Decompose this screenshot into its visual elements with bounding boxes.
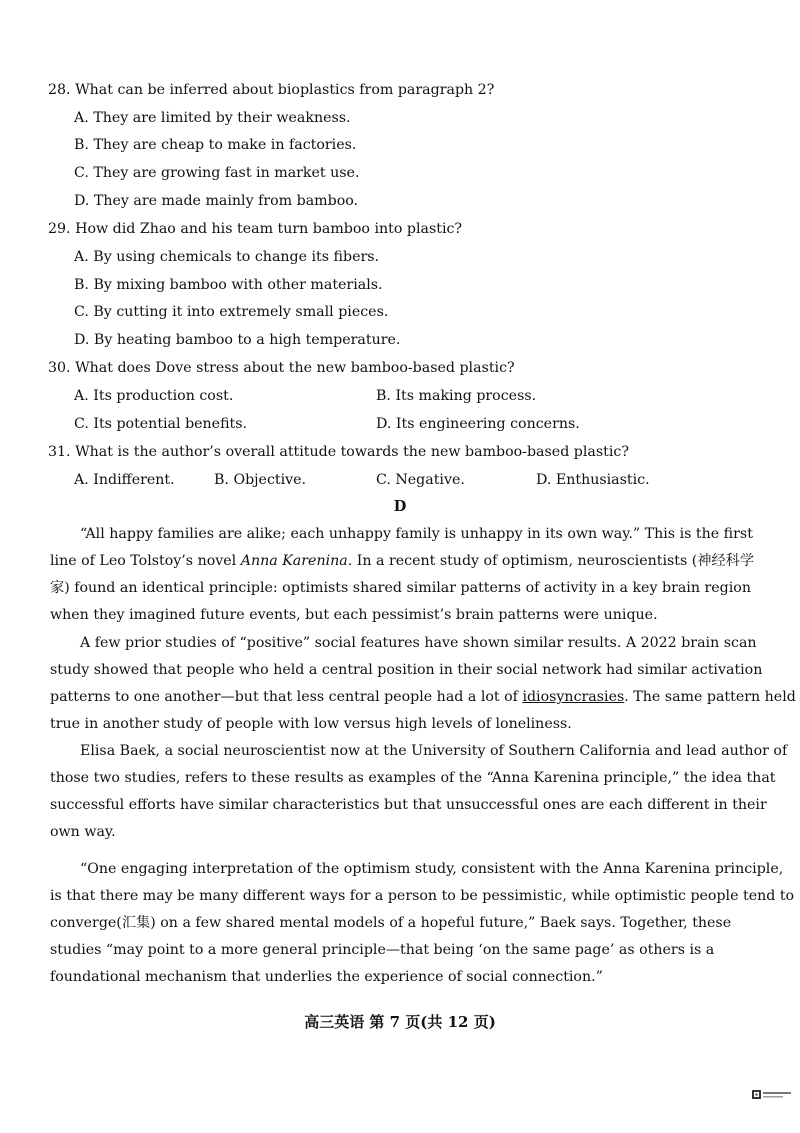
passage-line: A few prior studies of “positive” social features have shown similar results. A 2022 brain scan — [80, 635, 757, 651]
passage-line: study showed that people who held a central position in their social network had similar activation — [50, 662, 763, 679]
passage-paragraph-3 — [50, 738, 788, 846]
question-29-option-a: A. By using chemicals to change its fibers. — [74, 249, 380, 265]
question-30-option-b: B. Its making process. — [376, 388, 537, 404]
passage-paragraph-4 — [50, 856, 795, 991]
passage-line: true in another study of people with low versus high levels of loneliness. — [50, 716, 572, 733]
passage-line: “One engaging interpretation of the optimism study, consistent with the Anna Karenina principle, — [80, 861, 784, 877]
passage-line: own way. — [50, 824, 116, 841]
passage-paragraph-2 — [50, 630, 796, 738]
question-28-stem: 28. What can be inferred about bioplastics from paragraph 2? — [48, 82, 495, 98]
question-29-option-c: C. By cutting it into extremely small pieces. — [74, 304, 389, 320]
question-30-option-a: A. Its production cost. — [74, 388, 234, 404]
question-29-option-b: B. By mixing bamboo with other materials. — [74, 277, 383, 293]
page-footer: 高三英语 第 7 页(共 12 页) — [304, 1013, 496, 1031]
novel-title: Anna Karenina — [240, 553, 348, 570]
passage-line — [50, 548, 755, 575]
question-30-option-c: C. Its potential benefits. — [74, 416, 248, 432]
passage-line: when they imagined future events, but each pessimist’s brain patterns were unique. — [50, 607, 658, 624]
question-31-option-b: B. Objective. — [214, 472, 307, 488]
passage-text: . In a recent study of optimism, neuroscientists (神经科学 — [347, 553, 755, 570]
question-29-stem: 29. How did Zhao and his team turn bamboo into plastic? — [48, 221, 463, 237]
passage-line: converge(汇集) on a few shared mental models of a hopeful future,” Baek says. Together, these — [50, 915, 732, 932]
question-28-option-d: D. They are made mainly from bamboo. — [74, 193, 359, 209]
question-31-option-d: D. Enthusiastic. — [536, 472, 650, 488]
passage-line: Elisa Baek, a social neuroscientist now at the University of Southern California and lead author of — [80, 743, 788, 759]
passage-line — [50, 684, 796, 711]
passage-line: “All happy families are alike; each unhappy family is unhappy in its own way.” This is the first — [80, 526, 753, 542]
question-30-stem: 30. What does Dove stress about the new bamboo-based plastic? — [48, 360, 515, 376]
question-29-option-d: D. By heating bamboo to a high temperature. — [74, 332, 401, 348]
passage-line: 家) found an identical principle: optimists shared similar patterns of activity in a key brain region — [50, 580, 751, 597]
question-31-stem: 31. What is the author’s overall attitude towards the new bamboo-based plastic? — [48, 444, 629, 460]
qr-watermark-icon — [752, 1090, 792, 1100]
passage-line: successful efforts have similar characteristics but that unsuccessful ones are each different in their — [50, 797, 767, 814]
passage-line: studies “may point to a more general principle—that being ‘on the same page’ as others is a — [50, 942, 715, 959]
section-heading-d: D — [393, 498, 407, 515]
passage-text: line of Leo Tolstoy’s novel — [50, 553, 241, 570]
question-28-option-a: A. They are limited by their weakness. — [74, 110, 351, 126]
question-30-option-d: D. Its engineering concerns. — [376, 416, 580, 432]
question-31-option-a: A. Indifferent. — [74, 472, 175, 488]
question-31-option-c: C. Negative. — [376, 472, 465, 488]
passage-line: is that there may be many different ways for a person to be pessimistic, while optimistic people tend to — [50, 888, 795, 905]
passage-text: . The same pattern held — [624, 689, 796, 706]
passage-text: patterns to one another—but that less central people had a lot of — [50, 689, 523, 706]
underlined-word: idiosyncrasies — [522, 689, 625, 706]
question-28-option-b: B. They are cheap to make in factories. — [74, 137, 357, 153]
passage-line: foundational mechanism that underlies the experience of social connection.” — [50, 969, 603, 986]
question-28-option-c: C. They are growing fast in market use. — [74, 165, 360, 181]
passage-paragraph-1 — [50, 521, 755, 629]
passage-line: those two studies, refers to these results as examples of the “Anna Karenina principle,” the idea that — [50, 770, 776, 787]
